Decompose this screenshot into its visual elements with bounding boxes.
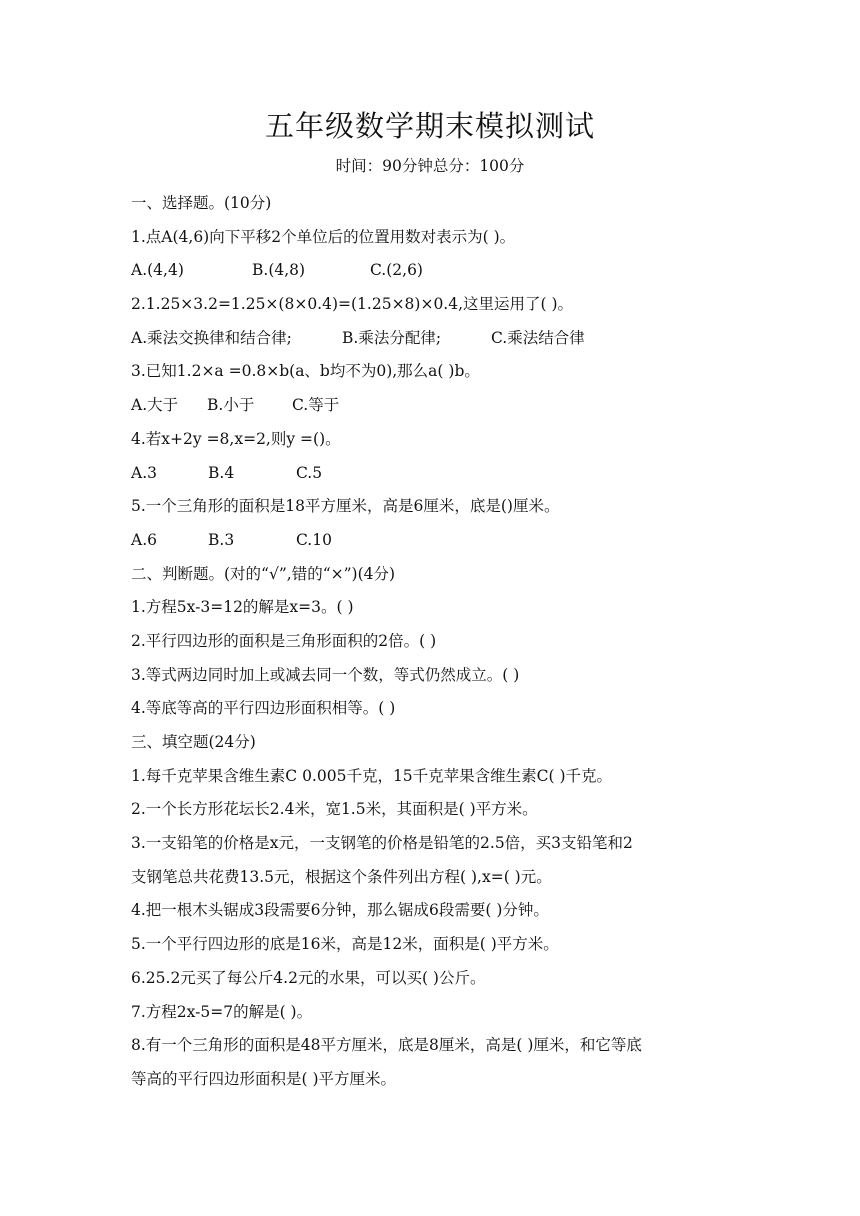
question-3-3: 3.一支铅笔的价格是x元，一支钢笔的价格是铅笔的2.5倍，买3支铅笔和2	[131, 834, 633, 853]
question-3-1: 1.每千克苹果含维生素C 0.005千克，15千克苹果含维生素C( )千克。	[131, 766, 613, 785]
question-3-7: 7.方程2x-5=7的解是( )。	[131, 1002, 313, 1021]
option-a: A.(4,4)	[131, 261, 184, 280]
question-3-8-continued: 等高的平行四边形面积是( )平方厘米。	[131, 1069, 397, 1088]
question-1-2: 2.1.25×3.2=1.25×(8×0.4)=(1.25×8)×0.4,这里运用了( )。	[131, 295, 574, 314]
question-2-2: 2.平行四边形的面积是三角形面积的2倍。( )	[131, 631, 437, 650]
question-2-1: 1.方程5x-3=12的解是x=3。( )	[131, 598, 354, 617]
question-1-1-options	[131, 254, 741, 288]
question-1-3-options	[131, 389, 741, 423]
question-3-3-continued: 支钢笔总共花费13.5元，根据这个条件列出方程( ),x=( )元。	[131, 867, 552, 886]
question-1-5-options	[131, 524, 741, 558]
question-1-1: 1.点A(4,6)向下平移2个单位后的位置用数对表示为( )。	[131, 227, 516, 246]
option-b: B.4	[208, 463, 235, 482]
question-1-4-options	[131, 457, 741, 491]
option-c: C.(2,6)	[370, 261, 423, 280]
question-1-4: 4.若x+2y =8,x=2,则y =()。	[131, 429, 341, 448]
option-c: C.乘法结合律	[491, 328, 585, 347]
option-c: C.5	[296, 463, 323, 482]
question-3-6: 6.25.2元买了每公斤4.2元的水果，可以买( )公斤。	[131, 968, 486, 987]
question-1-3: 3.已知1.2×a =0.8×b(a、b均不为0),那么a( )b。	[131, 362, 480, 381]
question-3-5: 5.一个平行四边形的底是16米，高是12米，面积是( )平方米。	[131, 935, 559, 954]
option-a: A.3	[131, 463, 157, 482]
option-b: B.(4,8)	[252, 261, 306, 280]
question-1-2-options	[131, 322, 741, 356]
option-c: C.等于	[292, 396, 340, 415]
option-a: A.大于	[131, 396, 179, 415]
question-3-4: 4.把一根木头锯成3段需要6分钟，那么锯成6段需要( )分钟。	[131, 901, 549, 920]
option-c: C.10	[296, 530, 332, 549]
option-b: B.乘法分配律;	[342, 328, 442, 347]
option-a: A.乘法交换律和结合律;	[131, 328, 292, 347]
section-heading-true-false: 二、判断题。(对的“√”,错的“×”)(4分)	[131, 564, 396, 583]
section-heading-fill-blank: 三、填空题(24分)	[131, 733, 256, 751]
section-heading-choice: 一、选择题。(10分)	[131, 194, 272, 212]
question-2-3: 3.等式两边同时加上或减去同一个数，等式仍然成立。( )	[131, 665, 520, 684]
option-b: B.3	[208, 530, 235, 549]
question-1-5: 5.一个三角形的面积是18平方厘米，高是6厘米，底是()厘米。	[131, 497, 560, 516]
question-2-4: 4.等底等高的平行四边形面积相等。( )	[131, 699, 396, 718]
exam-content	[131, 187, 741, 1097]
option-b: B.小于	[207, 396, 255, 415]
exam-time-and-score: 时间：90分钟总分：100分	[335, 157, 525, 175]
question-3-2: 2.一个长方形花坛长2.4米，宽1.5米，其面积是( )平方米。	[131, 800, 538, 819]
question-3-8: 8.有一个三角形的面积是48平方厘米，底是8厘米，高是( )厘米，和它等底	[131, 1036, 642, 1055]
option-a: A.6	[131, 530, 157, 549]
page-title: 五年级数学期末模拟测试	[264, 109, 595, 143]
